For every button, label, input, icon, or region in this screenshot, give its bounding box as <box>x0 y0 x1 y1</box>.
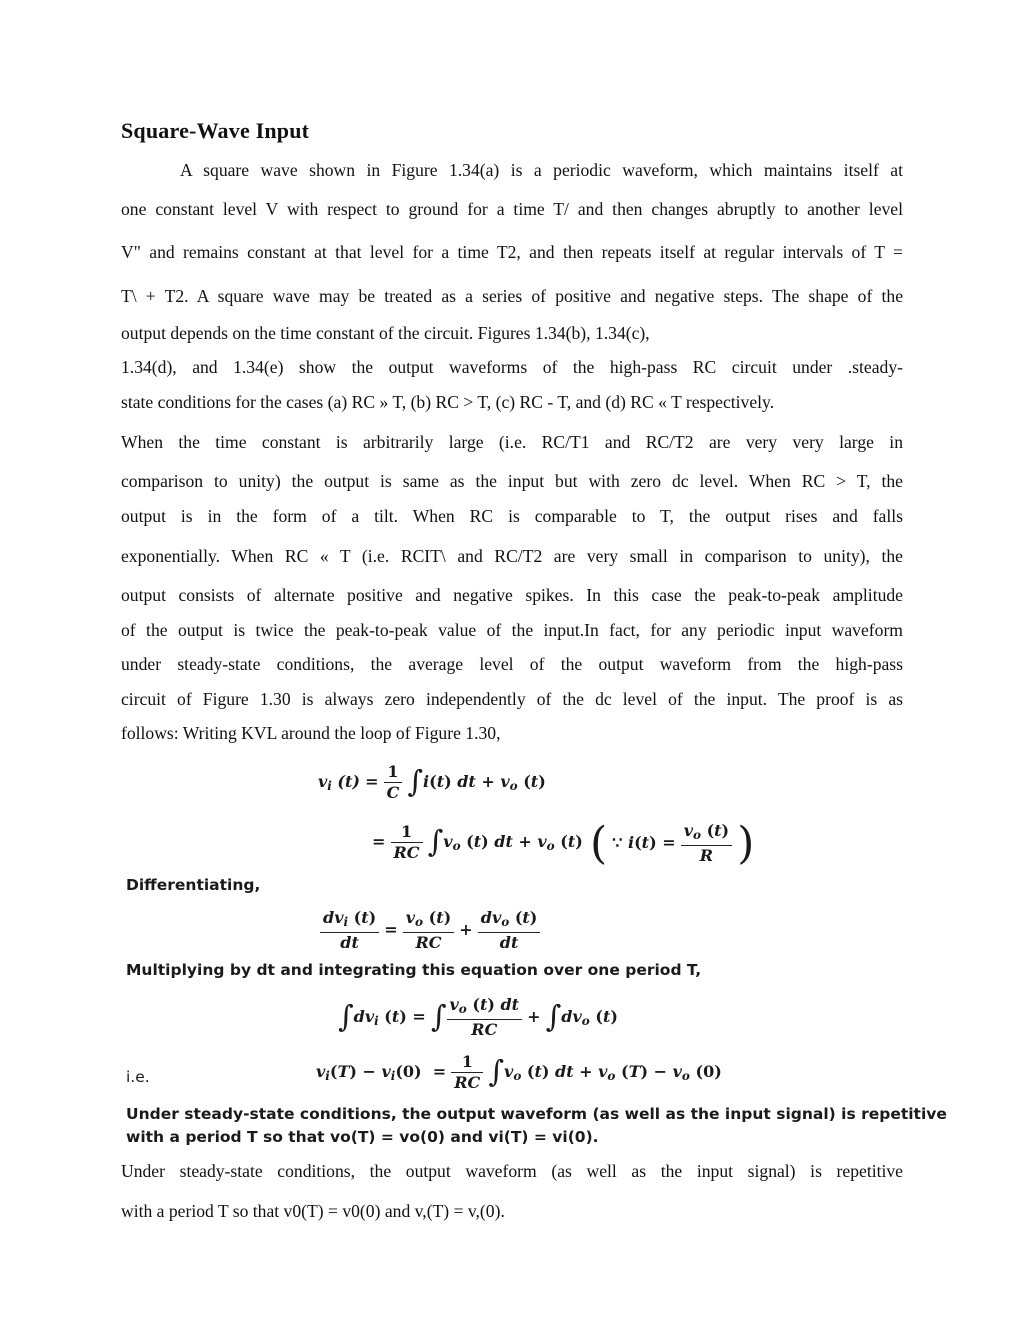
equation-current-note: ( ∵ i(t) = $\frac{v_o (t)}{R}$ ) <box>590 818 755 869</box>
text-line-13: of the output is twice the peak-to-peak value of the input.In fact, for any periodic input waveform <box>121 620 903 640</box>
equation-substituted: = $\frac{1}{RC}$ $\int v_o$ (t) dt + $v_o$ (t) <box>372 822 583 862</box>
text-line-10: output is in the form of a tilt. When RC is comparable to T, the output rises and falls <box>121 506 903 526</box>
text-line-7: state conditions for the cases (a) RC » T, (b) RC > T, (c) RC - T, and (d) RC « T respectively. <box>121 392 775 412</box>
equation-derivative: $\frac{dv_i (t)}{dt}$ = $\frac{v_o (t)}{RC}$ + $\frac{dv_o (t)}{dt}$ <box>320 908 540 953</box>
steady-state-line-1: Under steady-state conditions, the output waveform (as well as the input signal) is repetitive <box>126 1105 947 1123</box>
equation-integral: $\int dv_i$ (t) = ∫ $\frac{v_o (t) dt}{RC}$ + $\int dv_o$ (t) <box>338 995 618 1039</box>
closing-line-2: with a period T so that v0(T) = v0(0) and v,(T) = v,(0). <box>121 1201 505 1221</box>
section-title: Square-Wave Input <box>121 118 310 143</box>
text-line-8: When the time constant is arbitrarily large (i.e. RC/T1 and RC/T2 are very very large in <box>121 432 903 452</box>
text-line-4: T\ + T2. A square wave may be treated as a series of positive and negative steps. The shape of the <box>121 286 903 306</box>
text-line-5: output depends on the time constant of the circuit. Figures 1.34(b), 1.34(c), <box>121 323 650 343</box>
equation-kvl: $v_i$ (t) = $\frac{1}{C}$ ∫i(t) dt + $v_o$ (t) <box>318 762 546 802</box>
text-line-3: V" and remains constant at that level for a time T2, and then repeats itself at regular intervals of T = <box>121 242 903 262</box>
text-line-16: follows: Writing KVL around the loop of Figure 1.30, <box>121 723 501 743</box>
label-multiplying: Multiplying by dt and integrating this equation over one period T, <box>126 961 702 979</box>
text-line-6: 1.34(d), and 1.34(e) show the output waveforms of the high-pass RC circuit under .steady- <box>121 357 903 377</box>
label-ie: i.e. <box>126 1068 150 1086</box>
label-differentiating: Differentiating, <box>126 876 261 894</box>
equation-result: $v_i(T) - v_i(0)$ = $\frac{1}{RC}$ $\int v_o$ (t) dt + $v_o$ $(T) - v_o$ (0) <box>316 1052 722 1092</box>
text-line-14: under steady-state conditions, the average level of the output waveform from the high-pass <box>121 654 903 674</box>
text-line-9: comparison to unity) the output is same as the input but with zero dc level. When RC > T, the <box>121 471 903 491</box>
text-line-15: circuit of Figure 1.30 is always zero independently of the dc level of the input. The proof is as <box>121 689 903 709</box>
text-line-12: output consists of alternate positive and negative spikes. In this case the peak-to-peak amplitude <box>121 585 903 605</box>
text-line-11: exponentially. When RC « T (i.e. RCIT\ and RC/T2 are very small in comparison to unity), the <box>121 546 903 566</box>
text-line-2: one constant level V with respect to ground for a time T/ and then changes abruptly to another level <box>121 199 903 219</box>
text-line-1: A square wave shown in Figure 1.34(a) is a periodic waveform, which maintains itself at <box>180 160 903 180</box>
closing-line-1: Under steady-state conditions, the output waveform (as well as the input signal) is repetitive <box>121 1161 903 1181</box>
steady-state-line-2: with a period T so that vo(T) = vo(0) and vi(T) = vi(0). <box>126 1128 599 1146</box>
